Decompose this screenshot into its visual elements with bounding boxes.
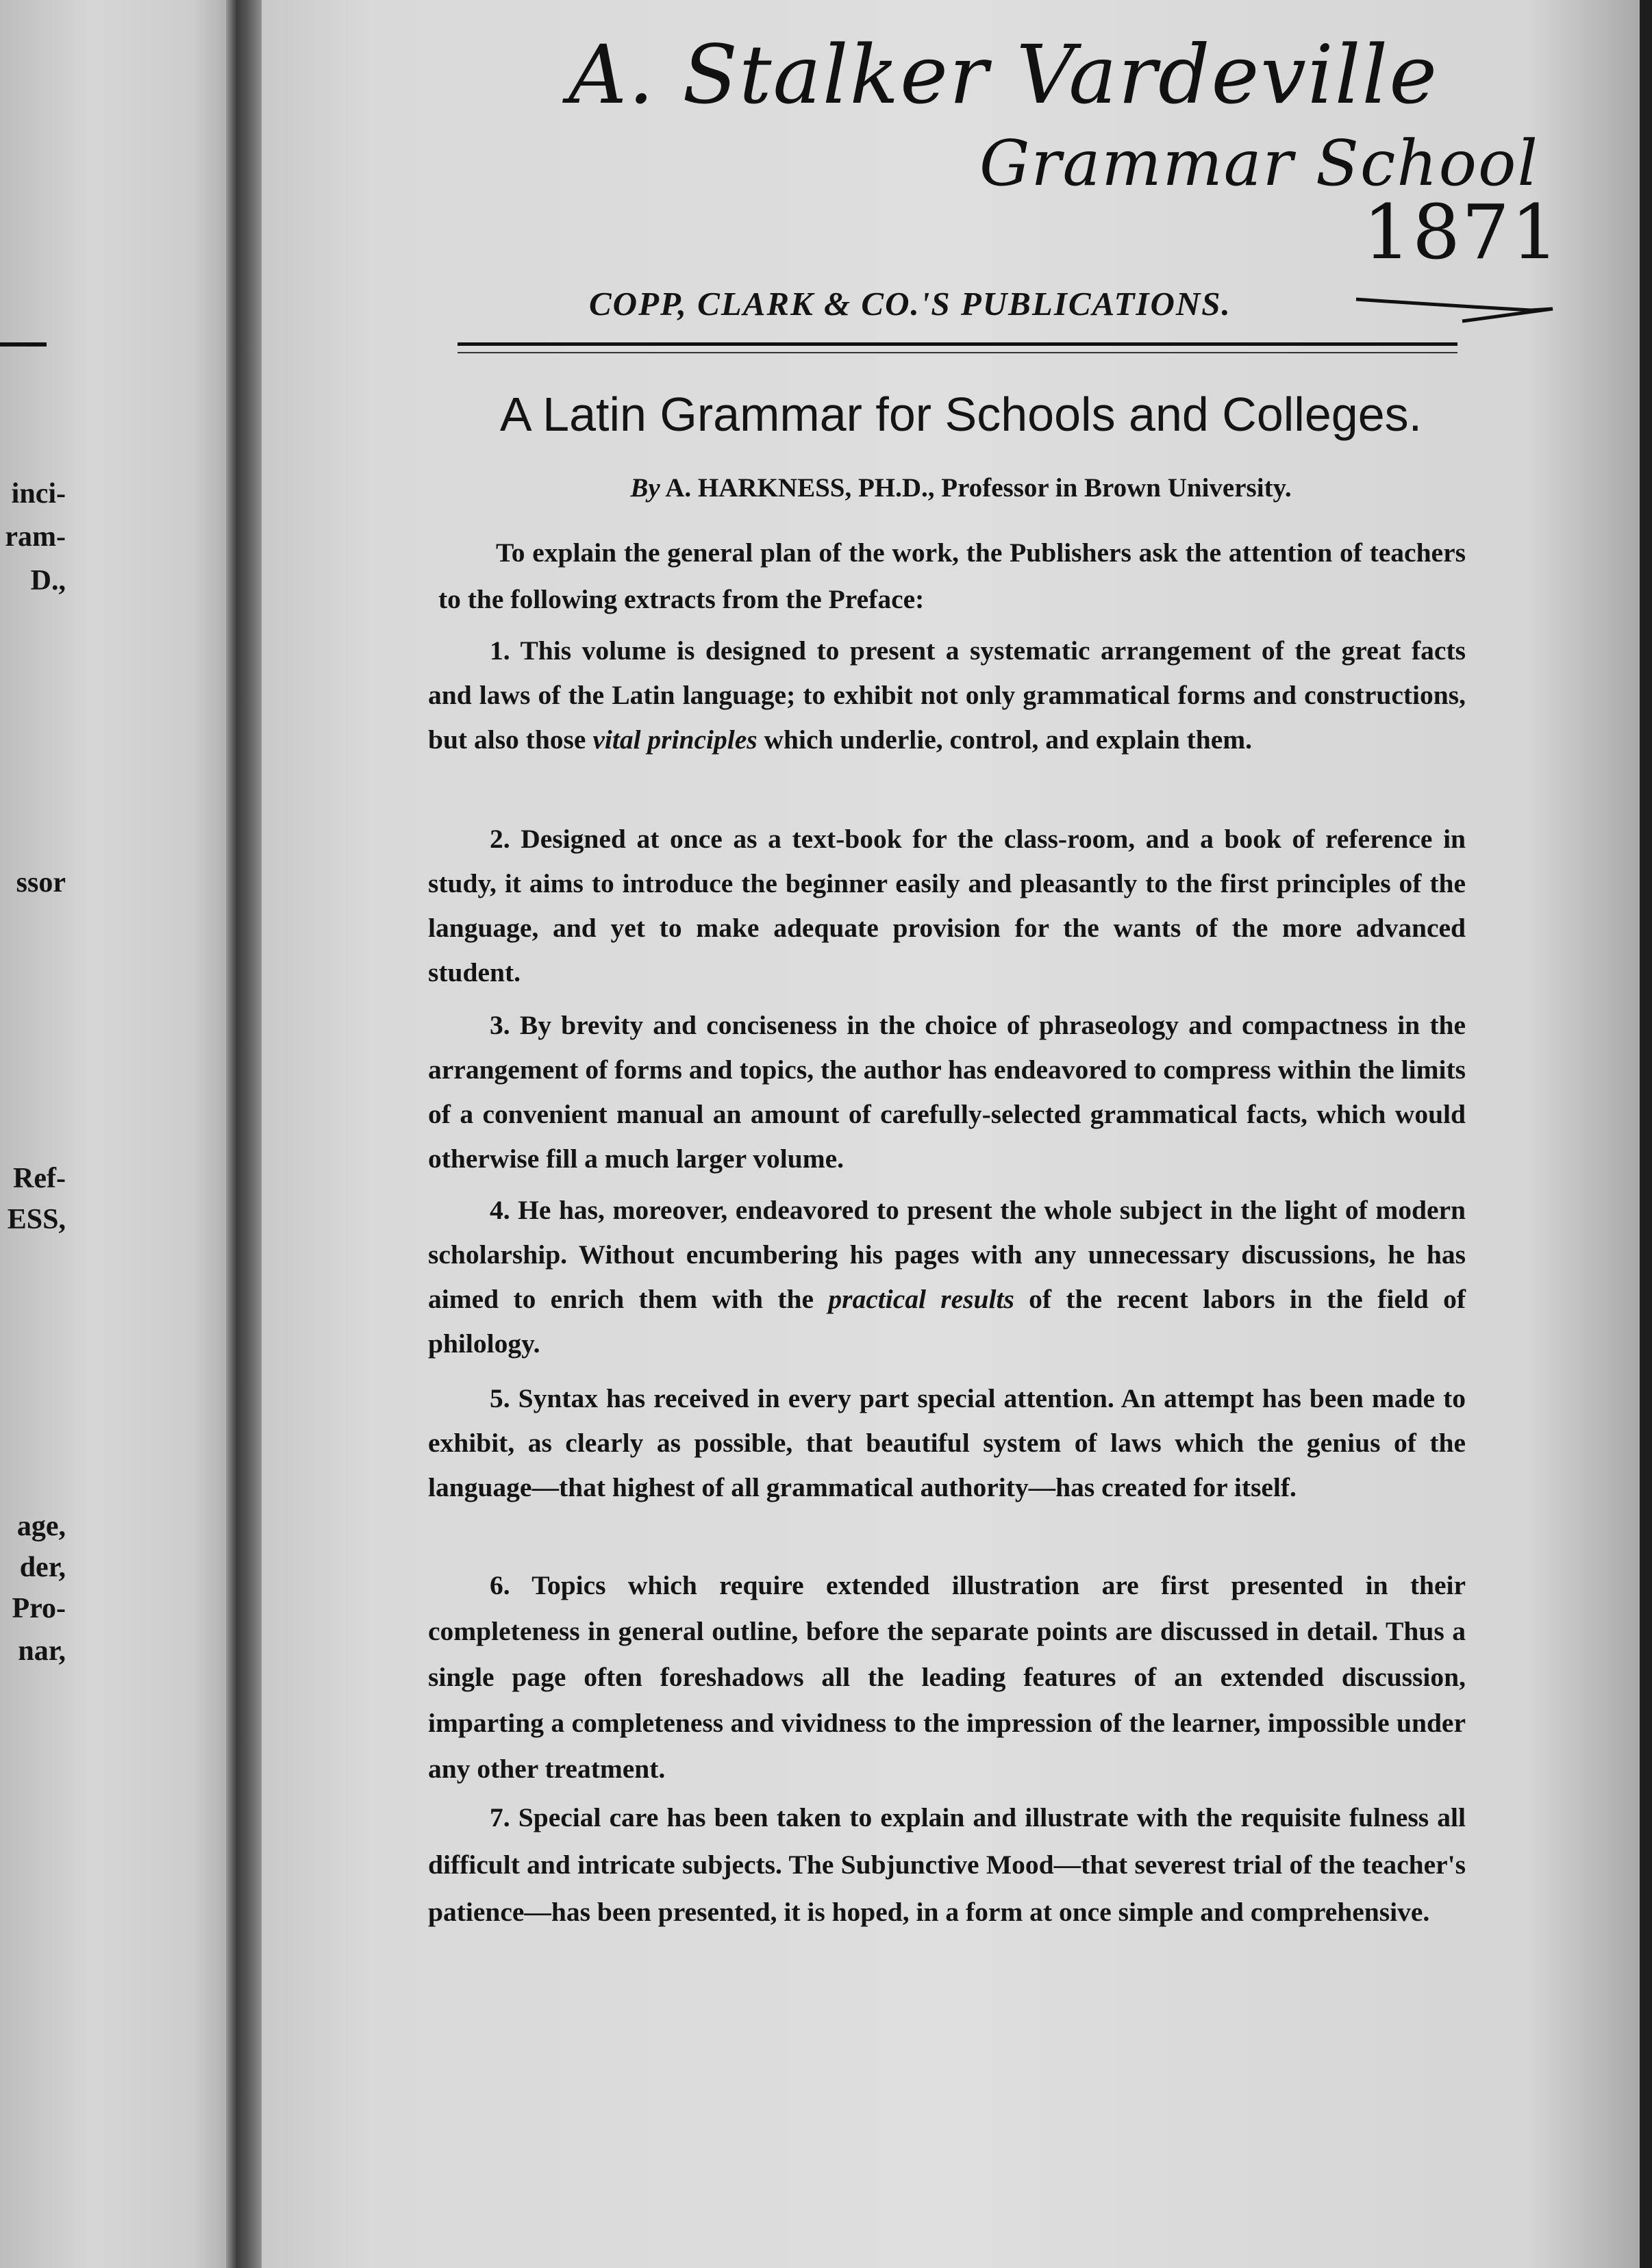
header-rule-thin [458, 352, 1457, 353]
paragraph-number: 6. [490, 1570, 510, 1600]
paragraph-number: 1. [490, 635, 510, 666]
byline [458, 473, 1464, 503]
intro-paragraph: To explain the general plan of the work, the Publishers ask the attention of teachers to the following extracts from the Preface: [438, 538, 1466, 614]
paragraph-number: 4. [490, 1195, 510, 1225]
inscription-name: A. Stalker Vardeville [568, 27, 1439, 122]
left-page-fragment: ram- [5, 521, 66, 553]
left-page-fragment: age, [16, 1511, 66, 1542]
preface-paragraph [428, 817, 1466, 995]
preface-paragraph [428, 1188, 1466, 1366]
left-page-fragment: inci- [11, 478, 66, 509]
publisher-header: COPP, CLARK & CO.'S PUBLICATIONS. [589, 285, 1231, 323]
preface-paragraph [428, 1376, 1466, 1510]
handwritten-inscription [0, 0, 1652, 288]
page-title: A Latin Grammar for Schools and Colleges. [499, 388, 1423, 441]
paragraph-number: 7. [490, 1802, 510, 1832]
preface-paragraph [428, 629, 1466, 762]
page-edge-shadow [1640, 0, 1652, 2268]
left-page-fragment: Ref- [13, 1163, 66, 1194]
paragraph-emphasis: practical results [828, 1284, 1014, 1314]
preface-paragraph [428, 1794, 1466, 1936]
left-page-rule [0, 342, 47, 346]
byline-prefix: By [630, 473, 660, 503]
book-gutter [226, 0, 262, 2268]
paragraph-emphasis: vital principles [592, 724, 758, 755]
paragraph-text: Designed at once as a text-book for the class-room, and a book of reference in study, it aims to introduce the beginner easily and pleasantly to the first principles of the language, and yet to make adequate provision for the wants of the more advanced student. [428, 824, 1466, 987]
paragraph-text: Syntax has received in every part special attention. An attempt has been made to exhibit, as clearly as possible, that beautiful system of laws which the genius of the language—that highest of all grammatical authority—has created for itself. [428, 1383, 1466, 1502]
left-page-fragment: nar, [18, 1635, 66, 1667]
paragraph-number: 3. [490, 1010, 510, 1040]
left-facing-page [0, 0, 226, 2268]
byline-author: A. HARKNESS, PH.D., Professor in Brown University. [665, 473, 1292, 503]
preface-paragraph [428, 1003, 1466, 1181]
left-page-fragment: ssor [16, 867, 66, 898]
paragraph-text: By brevity and conciseness in the choice of phraseology and compactness in the arrangement of forms and topics, the author has endeavored to compress within the limits of a convenient manual an amount of carefully-selected grammatical facts, which would otherwise fill a much larger volume. [428, 1010, 1466, 1174]
paragraph-text: This volume is designed to present a systematic arrangement of the great facts and laws of the Latin language; to exhibit not only grammatical forms and constructions, but also those [428, 635, 1466, 755]
header-flourish-icon [1353, 291, 1558, 325]
paragraph-text: which underlie, control, and explain them. [764, 724, 1253, 755]
left-page-fragment: Pro- [12, 1593, 66, 1624]
left-page-fragment: D., [30, 565, 66, 596]
paragraph-text: of the recent labors in the field of philology. [428, 1284, 1466, 1359]
paragraph-text: Special care has been taken to explain and illustrate with the requisite fulness all difficult and intricate subjects. The Subjunctive Mood—that severest trial of the teacher's patience—has been presented, it is hoped, in a form at once simple and comprehensive. [428, 1802, 1466, 1927]
inscription-year: 1871 [1363, 188, 1560, 276]
preface-paragraph [428, 1563, 1466, 1792]
left-page-fragment: der, [19, 1552, 66, 1583]
paragraph-number: 2. [490, 824, 510, 854]
inscription-school: Grammar School [979, 127, 1539, 200]
left-page-fragment: ESS, [7, 1204, 66, 1235]
header-rule [458, 342, 1457, 346]
paragraph-text: Topics which require extended illustration are first presented in their completeness in general outline, before the separate points are discussed in detail. Thus a single page often foreshadows all the leading features of an extended discussion, imparting a completeness and vividness to the impression of the learner, impossible under any other treatment. [428, 1570, 1466, 1784]
paragraph-text: He has, moreover, endeavored to present the whole subject in the light of modern scholarship. Without encumbering his pages with any unnecessary discussions, he has aimed to enrich them with the [428, 1195, 1466, 1314]
paragraph-number: 5. [490, 1383, 510, 1413]
